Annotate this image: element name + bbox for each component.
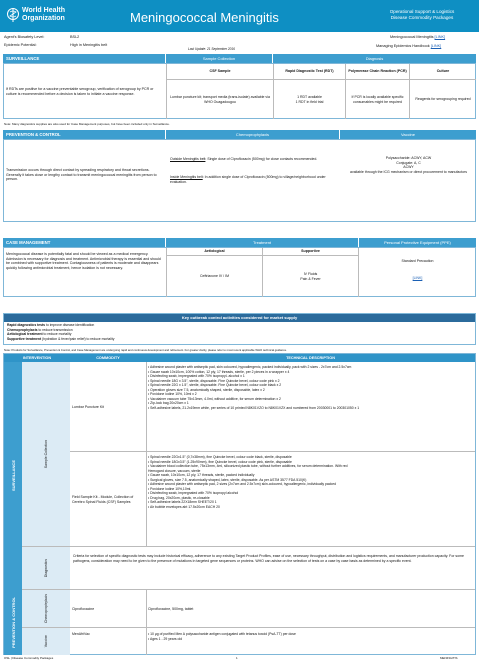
- handbook-reference: [376, 44, 441, 48]
- col-supportive: Supportive: [262, 248, 358, 255]
- row1-line: • Operation gloves size 7.5, anatomically shaped, sterile, disposable, latex x 2: [148, 387, 265, 392]
- org-line-1: World Health: [22, 7, 66, 14]
- col-aetiological: Aetiological: [166, 248, 262, 255]
- kit-label: Meningococcal Meningitis: [390, 35, 434, 39]
- footer-page-number: 1: [236, 656, 238, 660]
- surveillance-note: Note: Many diagnostics supplies are also used for Case Management purposes, but have been included only in Surveillance.: [4, 122, 170, 126]
- vaccine-head: Vaccine: [340, 130, 476, 139]
- header-subtitle: [372, 9, 472, 21]
- group-prevention: [4, 590, 22, 655]
- row1-line: • Adhesive wound plaster with antiseptic pad, skin coloured, hypoallergenic, packed individually, pack with 2 sizes - 2x7cm and 2.5x7cm: [148, 365, 352, 369]
- row1-line: • Gauze swab 10x10cm, 100% cotton, 12 ply, 17 threads, sterile, per 2 pieces in a wrapper x 4: [148, 369, 290, 374]
- prevention-box: [3, 139, 476, 222]
- sub-diagnostics: [22, 547, 70, 590]
- sub-vaccine-label: Vaccine: [44, 635, 48, 648]
- row2-line: • Gauze swab, 10x10cm, 12 ply, 17 threads, sterile, packed individually: [148, 473, 255, 477]
- rdt-value: [273, 79, 345, 119]
- culture-value: Reagents for serogrouping required: [409, 79, 476, 119]
- table-header-row: [4, 354, 475, 362]
- commodity-table: [3, 353, 476, 655]
- col-pcr: Polymerase Chain Reaction (PCR): [345, 64, 409, 79]
- table-row: [70, 362, 475, 452]
- sample-collection-head: Sample Collection: [166, 54, 272, 63]
- kit-link[interactable]: [LINK]: [434, 35, 446, 39]
- ppe-head: Personal Protective Equipment (PPE): [359, 238, 476, 247]
- header-subtitle-line-2: Disease Commodity Packages: [390, 15, 454, 20]
- org-line-2: Organization: [22, 15, 65, 22]
- row5-description: [148, 632, 473, 641]
- treatment-head: Treatment: [166, 238, 358, 247]
- header-technical-description: TECHNICAL DESCRIPTION: [286, 356, 335, 360]
- org-name: [22, 7, 86, 23]
- table-row: [70, 452, 475, 547]
- row2-line: • Spinal needle 22Gx1.5" (0,7x38mm), fine Quincke bevel, colour code black, sterile, disposable: [148, 455, 292, 459]
- table-note: Note: Products for Surveillance, Prevention & Control, and Case Management are undergoing rapid and continuous development and refinement. For greater clarity, please refer to most recent applicable WHO technical guidance.: [4, 348, 287, 352]
- row2-commodity: Field Sample Kit - Module, Collection of Cerebro Spinal Fluids (CSF) Samples: [72, 495, 134, 504]
- key-activities-box: [3, 313, 476, 345]
- key-activity-item: Rapid diagnostics tests to improve disease identification: [7, 323, 95, 327]
- prevention-intro: Transmission occurs through direct contact by spreading respiratory and throat secretions. Generally it takes close or lengthy contact to transmit meningococcal meningitis from person to person.: [6, 168, 157, 181]
- outside-belt-body: : Single dose of Ciprofloxacin (500mg) for close contacts recommended.: [205, 157, 318, 161]
- sub-sample-collection: [22, 362, 70, 547]
- sub-sample-collection-label: Sample Collection: [44, 439, 48, 469]
- ppe-value-cell: [358, 248, 476, 297]
- pcr-value: If PCR is locally available specific consumables might be required: [345, 79, 409, 119]
- page-header: [0, 0, 479, 32]
- document-title: Meningococcal Meningitis: [130, 10, 279, 25]
- inside-belt-label: Inside Meningitis belt: [170, 175, 203, 179]
- who-emblem-icon: [6, 7, 20, 23]
- table-row: [70, 590, 475, 628]
- biosafety-value: BSL2: [70, 35, 80, 39]
- col-culture: Culture: [409, 64, 476, 79]
- key-activity-item: Supportive treatment (hydration & fever/pain relief) to reduce mortality: [7, 336, 115, 341]
- row1-line: • Povidone iodine 10%, 10ml x 2: [148, 392, 197, 396]
- row5-commodity: MenAfriVac: [72, 632, 90, 636]
- table-row: [70, 628, 475, 655]
- diagnosis-head: Diagnosis: [273, 54, 476, 63]
- row2-line: • Vacutainer blood collection tube, 75x13mm, 4ml, siliconized plastic tube, without further additives, for serum determination. With red: [148, 464, 348, 468]
- footer-left: OSL | Disease Commodity Packages: [4, 656, 54, 660]
- csf-sample-value: Lumbar puncture kit; transport media (trans-isolate) available via WHO Ouagadougou: [166, 79, 273, 119]
- aetiological-value: Ceftriaxone IV / IM: [166, 255, 262, 297]
- key-activities-list: [7, 323, 467, 341]
- rdt-value-line-1: 1 RDT available: [297, 95, 322, 100]
- row1-line: • Self-adhesive labels, 21.2x19mm white, per series of 10 printed N8K01VZO to N8K01VZX and numbered from 20030001 to 200301050 x 1: [148, 405, 360, 410]
- surveillance-title: SURVEILLANCE: [3, 54, 165, 63]
- col-csf-sample: CSF Sample: [166, 64, 273, 79]
- header-commodity: COMMODITY: [96, 356, 120, 360]
- group-surveillance-label: SURVEILLANCE: [10, 460, 16, 492]
- row4-description: Ciprofloxacine, 500mg, tablet: [148, 607, 194, 611]
- row1-line: • Disinfecting swab, impregnated with 70% isopropyl- alcohol x 1: [148, 374, 245, 378]
- inside-belt-text: [170, 175, 336, 184]
- case-management-intro: Meningococcal disease is potentially fatal and should be viewed as a medical emergency. Admission is necessary for diagnosis and treatment. Antimicrobial therapy is essential and should be combined with supportive treatment. Contagiousness of patients is moderate and disappears quickly following antimicrobial treatment, hence isolation is not necessary.: [6, 252, 161, 270]
- surveillance-box: [3, 63, 476, 119]
- ppe-link[interactable]: [LINK]: [412, 275, 423, 280]
- handbook-label: Managing Epidemics Handbook: [376, 44, 430, 48]
- handbook-link[interactable]: [LINK]: [430, 44, 442, 48]
- supportive-value: [262, 255, 358, 297]
- table-row: [70, 547, 475, 590]
- row4-commodity: Ciprofloxacine: [72, 607, 95, 611]
- header-subtitle-line-1: Operational Support & Logistics: [389, 9, 455, 14]
- row2-line: • Povidone iodine 10%,10ml.: [148, 486, 192, 491]
- row1-line: • Zip-lock bag 20x20cm x 1: [148, 401, 189, 405]
- epidemic-value: High in Meningitis belt: [70, 43, 108, 47]
- key-activities-title: Key outbreak control activities considered for market supply: [4, 314, 475, 322]
- surveillance-intro: If RDTs are positive for a vaccine preventable serogroup, verification of serogroup by PCR or culture is recommended before a decision is taken to initiate a vaccine response.: [6, 87, 154, 96]
- chemoprophylaxis-head: Chemoprophylaxis: [166, 130, 339, 139]
- epidemic-label: Epidemic Potential:: [4, 43, 37, 47]
- col-rdt: Rapid Diagnostic Test (RDT): [273, 64, 345, 79]
- sub-diagnostics-label: Diagnostics: [44, 558, 48, 578]
- kit-reference: [390, 35, 445, 39]
- sub-chemoprophylaxis-label: Chemoprophylaxis: [44, 594, 48, 623]
- row2-description: [148, 455, 473, 509]
- key-activity-item: Chemoprophylaxis to reduce transmission: [7, 327, 73, 332]
- ppe-value: Standard Precaution: [401, 259, 434, 264]
- vaccine-text: [342, 156, 475, 174]
- footer-right: MENINGITIS: [440, 656, 458, 660]
- group-prevention-label: PREVENTION & CONTROL: [10, 597, 16, 648]
- vaccine-line-2: Conjugate: A, C: [396, 160, 421, 165]
- biosafety-label: Agent's Biosafety Level:: [4, 35, 45, 39]
- group-surveillance: [4, 362, 22, 590]
- row2-line: Hemogard closure, vacuum, sterile: [148, 468, 201, 473]
- row1-line: • Spinal needle 18G x 3.5", sterile, disposable. Fine Quincke bevel, colour code pink x 2: [148, 378, 280, 383]
- header-intervention: INTERVENTION: [22, 356, 52, 360]
- vaccine-line-4: available through the ICG mechanism or direct procurement to manufactors: [350, 169, 467, 174]
- vaccine-line-1: Polysaccharide: ACWY, ACW: [385, 156, 432, 160]
- row2-line: • Adhesive wound plaster with antiseptic pad, 2 sizes (2x7cm and 2.5x7cm) skin-coloured, hypoallergenic, individually packed: [148, 482, 336, 486]
- supportive-line-2: Pain & Fever: [300, 276, 321, 281]
- case-management-box: [3, 247, 476, 297]
- row2-line: • Self-adhesive labels 22X18mm SHEET/20 1: [148, 500, 217, 504]
- outside-belt-label: Outside Meningitis belt: [170, 157, 206, 161]
- outside-belt-text: [170, 157, 336, 162]
- row2-line: • Spinal needle 18Gx3.5" (1.25x90mm), fine Quincke bevel, colour code pink, sterile, disposable: [148, 459, 292, 464]
- row1-commodity: Lumbar Puncture Kit: [72, 404, 104, 409]
- row1-line: • Spinal needle 22G x 1.5", sterile, disposable. Fine Quincke bevel, colour code black x 2: [148, 383, 282, 387]
- supportive-line-1: IV Fluids: [303, 272, 318, 277]
- row2-line: • Air bubble envelopes abt 17.5x20cm EACH 20: [148, 504, 220, 509]
- row2-line: • Drug bag, 20x20cm, plastic, re-closable: [148, 495, 210, 500]
- key-activity-item: Aetiological treatment to reduce mortality: [7, 332, 72, 336]
- row3-description: Criteria for selection of specific diagnostic tests may include historical efficacy, adherence to any existing Target Product Profiles, ease of use, necessary throughput, distribution and logistics requirements, and manufacturer production capacity. For some pathogens, consideration may need to be given to the presence of mutations in targeted gene sequences or proteins. WHO can advise on the selection of tests on a case by case basis as determined by a specific event.: [73, 554, 464, 563]
- sub-chemoprophylaxis: [22, 590, 70, 628]
- vaccine-line-3: ACWY: [403, 165, 414, 169]
- inside-belt-body: : In addition single dose of Ciprofloxacin (500mg) to village/neighborhood under evaluation.: [170, 175, 326, 184]
- last-update: Last Update: 21 September 2016: [188, 47, 235, 51]
- sub-vaccine: [22, 628, 70, 655]
- row1-description: [148, 365, 473, 410]
- row5-line: • Ages 1 - 29 years old: [148, 636, 182, 641]
- case-management-title: CASE MANAGEMENT: [3, 238, 165, 247]
- row1-line: • Vacutainer vacuum tube 75x13mm, 4.0ml, without additive, for serum determination x 2: [148, 396, 281, 401]
- rdt-value-line-2: 1 RDT in field trial: [295, 99, 324, 104]
- row2-line: • Disinfecting swab, impregnated with 70% isopropyl alcohol: [148, 491, 239, 495]
- row5-line: • 10 μg of purified Men A polysaccharide antigen conjugated with tetanus toxoid (PsA-TT) per dose: [148, 632, 296, 636]
- prevention-title: PREVENTION & CONTROL: [3, 130, 165, 139]
- row2-line: • Surgical gloves, size 7.5, anatomically shaped, latex, sterile, disposable. As per ASTM 3577 FDA 510(K): [148, 477, 307, 482]
